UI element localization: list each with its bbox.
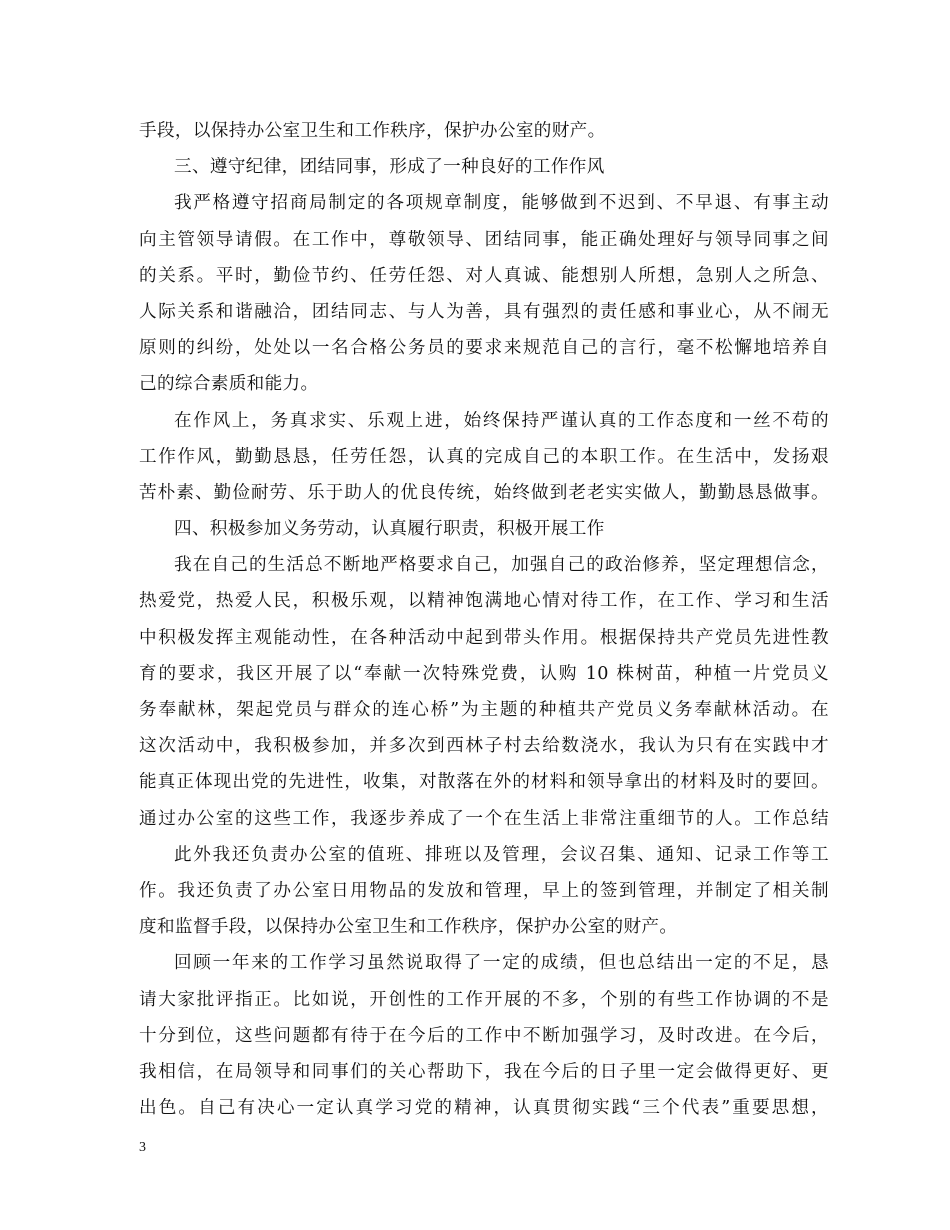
text-line: 四、积极参加义务劳动，认真履行职责，积极开展工作	[174, 519, 605, 540]
text-line: 通过办公室的这些工作，我逐步养成了一个在生活上非常注重细节的人。工作总结	[139, 808, 829, 829]
text-line: 在作风上，务真求实、乐观上进，始终保持严谨认真的工作态度和一丝不苟的	[174, 410, 829, 431]
text-line: 这次活动中，我积极参加，并多次到西林子村去给数浇水，我认为只有在实践中才	[139, 736, 829, 757]
text-line: 作。我还负责了办公室日用物品的发放和管理，早上的签到管理，并制定了相关制	[139, 880, 829, 901]
text-line: 育的要求，我区开展了以“奉献一次特殊党费，认购 10 株树苗，种植一片党员义	[139, 663, 829, 684]
text-line: 手段，以保持办公室卫生和工作秩序，保护办公室的财产。	[139, 121, 606, 141]
text-line: 向主管领导请假。在工作中，尊敬领导、团结同事，能正确处理好与领导同事之间	[139, 229, 829, 250]
text-line: 请大家批评指正。比如说，开创性的工作开展的不多，个别的有些工作协调的不是	[139, 989, 829, 1010]
document-body	[139, 113, 829, 1126]
text-line: 原则的纠纷，处处以一名合格公务员的要求来规范自己的言行，毫不松懈地培养自	[139, 338, 829, 359]
text-line: 十分到位，这些问题都有待于在今后的工作中不断加强学习，及时改进。在今后，	[139, 1025, 829, 1046]
text-line: 己的综合素质和能力。	[139, 374, 319, 395]
page-number: 3	[139, 1140, 146, 1155]
text-line: 的关系。平时，勤俭节约、任劳任怨、对人真诚、能想别人所想，急别人之所急、	[139, 265, 829, 286]
text-line: 务奉献林，架起党员与群众的连心桥”为主题的种植共产党员义务奉献林活动。在	[139, 700, 829, 720]
text-line: 我严格遵守招商局制定的各项规章制度，能够做到不迟到、不早退、有事主动	[174, 193, 829, 214]
text-line: 出色。自己有决心一定认真学习党的精神，认真贯彻实践“三个代表”重要思想，	[139, 1098, 829, 1119]
text-line: 苦朴素、勤俭耐劳、乐于助人的优良传统，始终做到老老实实做人，勤勤恳恳做事。	[139, 482, 829, 503]
text-line: 此外我还负责办公室的值班、排班以及管理，会议召集、通知、记录工作等工	[174, 844, 829, 865]
text-line: 热爱党，热爱人民，积极乐观，以精神饱满地心情对待工作，在工作、学习和生活	[139, 591, 829, 612]
text-line: 中积极发挥主观能动性，在各种活动中起到带头作用。根据保持共产党员先进性教	[139, 627, 829, 648]
text-line: 人际关系和谐融洽，团结同志、与人为善，具有强烈的责任感和事业心，从不闹无	[139, 301, 829, 322]
text-line: 能真正体现出党的先进性，收集，对散落在外的材料和领导拿出的材料及时的要回。	[139, 772, 829, 793]
text-line: 我相信，在局领导和同事们的关心帮助下，我在今后的日子里一定会做得更好、更	[139, 1061, 829, 1082]
text-line: 我在自己的生活总不断地严格要求自己，加强自己的政治修养，坚定理想信念，	[174, 555, 829, 576]
text-line: 度和监督手段，以保持办公室卫生和工作秩序，保护办公室的财产。	[139, 917, 678, 938]
text-line: 回顾一年来的工作学习虽然说取得了一定的成绩，但也总结出一定的不足，恳	[174, 953, 829, 974]
text-line: 三、遵守纪律，团结同事，形成了一种良好的工作作风	[174, 157, 605, 178]
text-line: 工作作风，勤勤恳恳，任劳任怨，认真的完成自己的本职工作。在生活中，发扬艰	[139, 446, 829, 467]
